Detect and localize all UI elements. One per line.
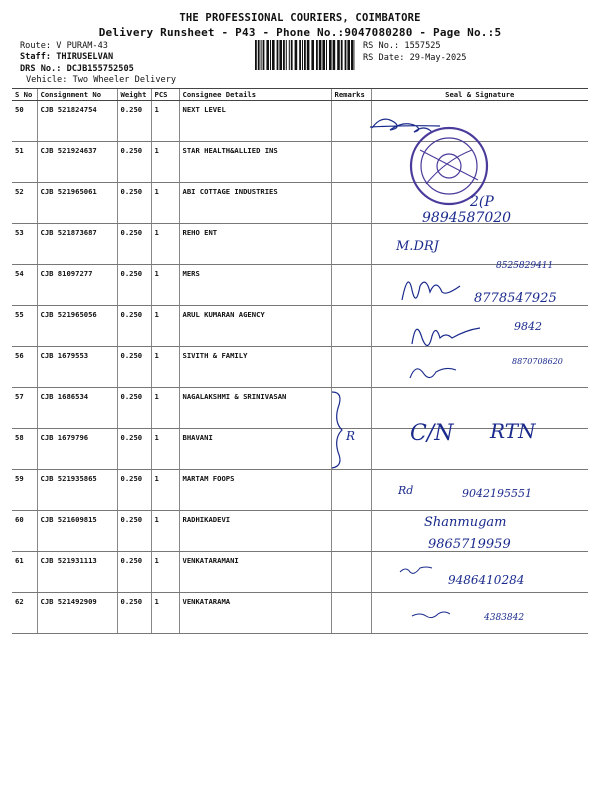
cell-seal-signature — [371, 101, 588, 142]
cell-remarks — [331, 388, 371, 429]
signature-row-59: Rd — [398, 484, 414, 497]
cell-seal-signature — [371, 388, 588, 429]
phone-row-59: 9042195551 — [462, 487, 532, 500]
cell-sno: 53 — [12, 224, 37, 265]
company-title: THE PROFESSIONAL COURIERS, COIMBATORE — [179, 12, 421, 24]
cell-consignment-no: CJB 521873687 — [37, 224, 117, 265]
cell-consignee: RADHIKADEVI — [179, 511, 331, 552]
cell-remarks — [331, 183, 371, 224]
cell-sno: 56 — [12, 347, 37, 388]
cell-weight: 0.250 — [117, 306, 151, 347]
cell-seal-signature — [371, 347, 588, 388]
cell-weight: 0.250 — [117, 593, 151, 634]
cell-sno: 50 — [12, 101, 37, 142]
cell-pcs: 1 — [151, 224, 179, 265]
cell-remarks — [331, 552, 371, 593]
cell-weight: 0.250 — [117, 511, 151, 552]
cell-pcs: 1 — [151, 511, 179, 552]
table-row — [12, 265, 588, 306]
rtn-note: RTN — [490, 419, 536, 443]
cell-consignee: NEXT LEVEL — [179, 101, 331, 142]
table-header — [12, 89, 588, 101]
cell-remarks — [331, 429, 371, 470]
cell-consignment-no: CJB 521931113 — [37, 552, 117, 593]
cell-consignment-no: CJB 521924637 — [37, 142, 117, 183]
phone-row-52: 9894587020 — [422, 210, 512, 226]
table-row — [12, 224, 588, 265]
cell-seal-signature — [371, 306, 588, 347]
phone-row-56: 8870708620 — [512, 357, 563, 366]
cell-consignee: NAGALAKSHMI & SRINIVASAN — [179, 388, 331, 429]
staff-label: Staff: THIRUSELVAN — [20, 52, 114, 62]
drs-label: DRS No.: DCJB155752505 — [20, 64, 134, 74]
cell-remarks — [331, 224, 371, 265]
cell-consignment-no: CJB 521609815 — [37, 511, 117, 552]
cell-consignment-no: CJB 521824754 — [37, 101, 117, 142]
cell-pcs: 1 — [151, 101, 179, 142]
vehicle-label: Vehicle: Two Wheeler Delivery — [26, 75, 177, 85]
cell-sno: 57 — [12, 388, 37, 429]
rs-date: RS Date: 29-May-2025 — [363, 53, 467, 63]
table-row — [12, 552, 588, 593]
cell-seal-signature — [371, 429, 588, 470]
cell-weight: 0.250 — [117, 101, 151, 142]
table-row — [12, 388, 588, 429]
cell-consignment-no: CJB 1679553 — [37, 347, 117, 388]
phone-row-53: 8525829411 — [496, 261, 554, 271]
col-remarks: Remarks — [331, 89, 371, 101]
runsheet-title: Delivery Runsheet - P43 - Phone No.:9047080280 - Page No.:5 — [98, 26, 502, 39]
cell-pcs: 1 — [151, 265, 179, 306]
col-pcs: PCS — [151, 89, 179, 101]
cell-pcs: 1 — [151, 388, 179, 429]
cell-sno: 62 — [12, 593, 37, 634]
cell-weight: 0.250 — [117, 224, 151, 265]
cell-seal-signature — [371, 511, 588, 552]
cell-consignee: MARTAM FOOPS — [179, 470, 331, 511]
cell-consignee: BHAVANI — [179, 429, 331, 470]
cell-remarks — [331, 347, 371, 388]
phone-row-60: 9865719959 — [428, 537, 511, 552]
table-row — [12, 470, 588, 511]
col-sno: S No — [12, 89, 37, 101]
col-consignee: Consignee Details — [179, 89, 331, 101]
phone-row-55b: 9842 — [514, 320, 542, 333]
cell-consignment-no: CJB 521965056 — [37, 306, 117, 347]
cell-seal-signature — [371, 470, 588, 511]
name-row-60: Shanmugam — [424, 515, 507, 530]
cell-pcs: 1 — [151, 552, 179, 593]
cell-consignment-no: CJB 81097277 — [37, 265, 117, 306]
cell-consignee: REHO ENT — [179, 224, 331, 265]
cell-weight: 0.250 — [117, 552, 151, 593]
cell-seal-signature — [371, 593, 588, 634]
cell-pcs: 1 — [151, 142, 179, 183]
table-row — [12, 142, 588, 183]
table-row — [12, 593, 588, 634]
cell-seal-signature — [371, 265, 588, 306]
cell-remarks — [331, 593, 371, 634]
cell-sno: 60 — [12, 511, 37, 552]
signature-row-51: 2(P — [470, 194, 494, 210]
cell-consignment-no: CJB 521965061 — [37, 183, 117, 224]
cell-consignee: ARUL KUMARAN AGENCY — [179, 306, 331, 347]
cell-weight: 0.250 — [117, 347, 151, 388]
signature-row-53: M.DRJ — [396, 239, 439, 254]
phone-row-55: 8778547925 — [474, 291, 557, 306]
cell-consignee: MERS — [179, 265, 331, 306]
cell-weight: 0.250 — [117, 142, 151, 183]
cell-sno: 61 — [12, 552, 37, 593]
cell-remarks — [331, 101, 371, 142]
cell-weight: 0.250 — [117, 388, 151, 429]
runsheet-table — [12, 88, 588, 634]
cell-consignee: VENKATARAMANI — [179, 552, 331, 593]
cell-remarks — [331, 470, 371, 511]
cell-sno: 51 — [12, 142, 37, 183]
cell-seal-signature — [371, 224, 588, 265]
cell-pcs: 1 — [151, 470, 179, 511]
cell-consignee: VENKATARAMA — [179, 593, 331, 634]
table-row — [12, 429, 588, 470]
cell-remarks — [331, 306, 371, 347]
table-row — [12, 347, 588, 388]
cell-seal-signature — [371, 183, 588, 224]
cell-remarks — [331, 142, 371, 183]
cell-pcs: 1 — [151, 183, 179, 224]
col-seal-signature: Seal & Signature — [371, 89, 588, 101]
cell-sno: 58 — [12, 429, 37, 470]
cell-pcs: 1 — [151, 306, 179, 347]
table-row — [12, 183, 588, 224]
cell-pcs: 1 — [151, 593, 179, 634]
col-consignment: Consignment No — [37, 89, 117, 101]
cell-sno: 52 — [12, 183, 37, 224]
cell-consignment-no: CJB 1679796 — [37, 429, 117, 470]
cell-remarks — [331, 511, 371, 552]
cell-remarks — [331, 265, 371, 306]
phone-row-61: 9486410284 — [448, 573, 525, 587]
cell-pcs: 1 — [151, 347, 179, 388]
cell-weight: 0.250 — [117, 265, 151, 306]
route-label: Route: V PURAM-43 — [20, 41, 108, 51]
cell-consignee: ABI COTTAGE INDUSTRIES — [179, 183, 331, 224]
table-row — [12, 306, 588, 347]
cell-consignment-no: CJB 521492909 — [37, 593, 117, 634]
col-weight: Weight — [117, 89, 151, 101]
cell-pcs: 1 — [151, 429, 179, 470]
cell-sno: 55 — [12, 306, 37, 347]
cell-consignee: SIVITH & FAMILY — [179, 347, 331, 388]
cell-weight: 0.250 — [117, 470, 151, 511]
cell-seal-signature — [371, 142, 588, 183]
cell-seal-signature — [371, 552, 588, 593]
table-row — [12, 101, 588, 142]
cell-consignment-no: CJB 521935865 — [37, 470, 117, 511]
cell-weight: 0.250 — [117, 429, 151, 470]
cell-sno: 54 — [12, 265, 37, 306]
rs-number: RS No.: 1557525 — [363, 41, 441, 51]
mark-row-58: R — [346, 429, 356, 443]
cell-weight: 0.250 — [117, 183, 151, 224]
barcode-icon — [253, 40, 357, 70]
cell-sno: 59 — [12, 470, 37, 511]
phone-row-62: 4383842 — [484, 613, 525, 623]
cell-consignment-no: CJB 1686534 — [37, 388, 117, 429]
cell-consignee: STAR HEALTH&ALLIED INS — [179, 142, 331, 183]
cn-note: C/N — [410, 421, 454, 446]
table-row — [12, 511, 588, 552]
